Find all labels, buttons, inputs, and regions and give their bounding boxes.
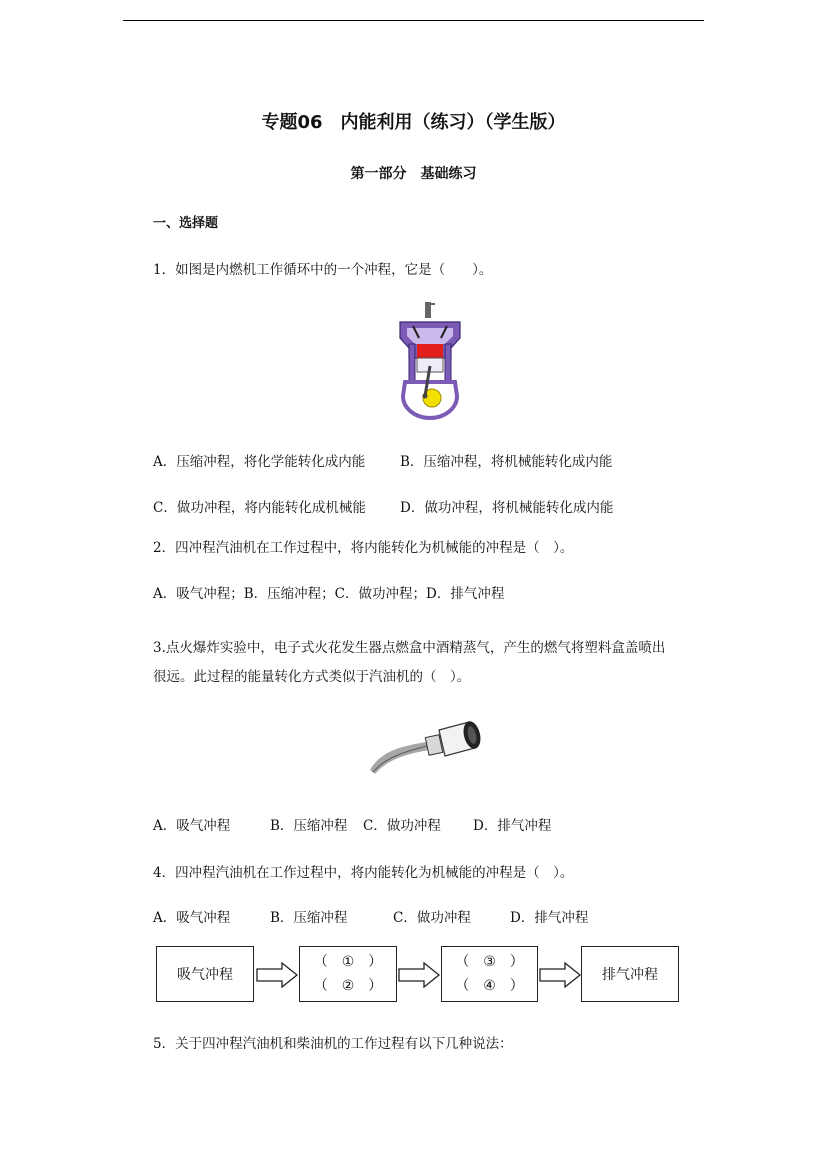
q3-option-d: D．排气冲程 xyxy=(473,818,552,834)
q1-option-a: A．压缩冲程，将化学能转化成内能 xyxy=(153,454,366,470)
flow-box-exhaust-label: 排气冲程 xyxy=(602,967,658,983)
engine-diagram xyxy=(395,300,465,420)
flow-arrow-icon xyxy=(539,962,581,988)
q1-option-c: C．做功冲程，将内能转化成机械能 xyxy=(153,500,366,516)
flow-blank-3: （ ③ ） xyxy=(455,954,524,970)
q2-options: A．吸气冲程；B．压缩冲程；C．做功冲程；D．排气冲程 xyxy=(153,586,505,602)
spark-plug xyxy=(425,302,431,318)
flow-box-blank-1 xyxy=(299,946,397,1002)
explosion-box-image xyxy=(365,712,495,782)
flow-box-intake-label: 吸气冲程 xyxy=(177,967,233,983)
flow-blank-2: （ ② ） xyxy=(313,978,383,994)
flow-arrow-icon xyxy=(398,962,440,988)
question-4: 4．四冲程汽油机在工作过程中，将内能转化为机械能的冲程是（ ）。 xyxy=(153,865,574,881)
q3-option-a: A．吸气冲程 xyxy=(153,818,231,834)
page-title: 专题06 内能利用（练习）（学生版） xyxy=(261,112,566,133)
q1-option-b: B．压缩冲程，将机械能转化成内能 xyxy=(400,454,613,470)
flow-box-blank-2 xyxy=(441,946,538,1002)
q4-option-a: A．吸气冲程 xyxy=(153,910,231,926)
flow-arrow-icon xyxy=(256,962,298,988)
q3-option-c: C．做功冲程 xyxy=(363,818,441,834)
q3-option-b: B．压缩冲程 xyxy=(270,818,348,834)
header-rule xyxy=(123,20,704,21)
question-5: 5．关于四冲程汽油机和柴油机的工作过程有以下几种说法： xyxy=(153,1036,513,1052)
part-title: 第一部分 基础练习 xyxy=(350,166,477,182)
q4-option-b: B．压缩冲程 xyxy=(270,910,348,926)
flow-blank-4: （ ④ ） xyxy=(455,978,524,994)
question-1: 1．如图是内燃机工作循环中的一个冲程，它是（ ）。 xyxy=(153,262,493,278)
flow-blank-1: （ ① ） xyxy=(313,954,383,970)
flow-box-exhaust xyxy=(581,946,679,1002)
flow-box-intake xyxy=(156,946,254,1002)
question-2: 2．四冲程汽油机在工作过程中，将内能转化为机械能的冲程是（ ）。 xyxy=(153,540,574,556)
q4-option-d: D．排气冲程 xyxy=(510,910,589,926)
section-heading: 一、选择题 xyxy=(153,216,219,231)
q1-option-d: D．做功冲程，将机械能转化成内能 xyxy=(400,500,614,516)
q4-option-c: C．做功冲程 xyxy=(393,910,471,926)
question-3-line1: 3.点火爆炸实验中，电子式火花发生器点燃盒中酒精蒸气，产生的燃气将塑料盒盖喷出 xyxy=(153,640,666,656)
question-3-line2: 很远。此过程的能量转化方式类似于汽油机的（ ）。 xyxy=(153,669,471,685)
combustion-chamber xyxy=(417,344,443,358)
